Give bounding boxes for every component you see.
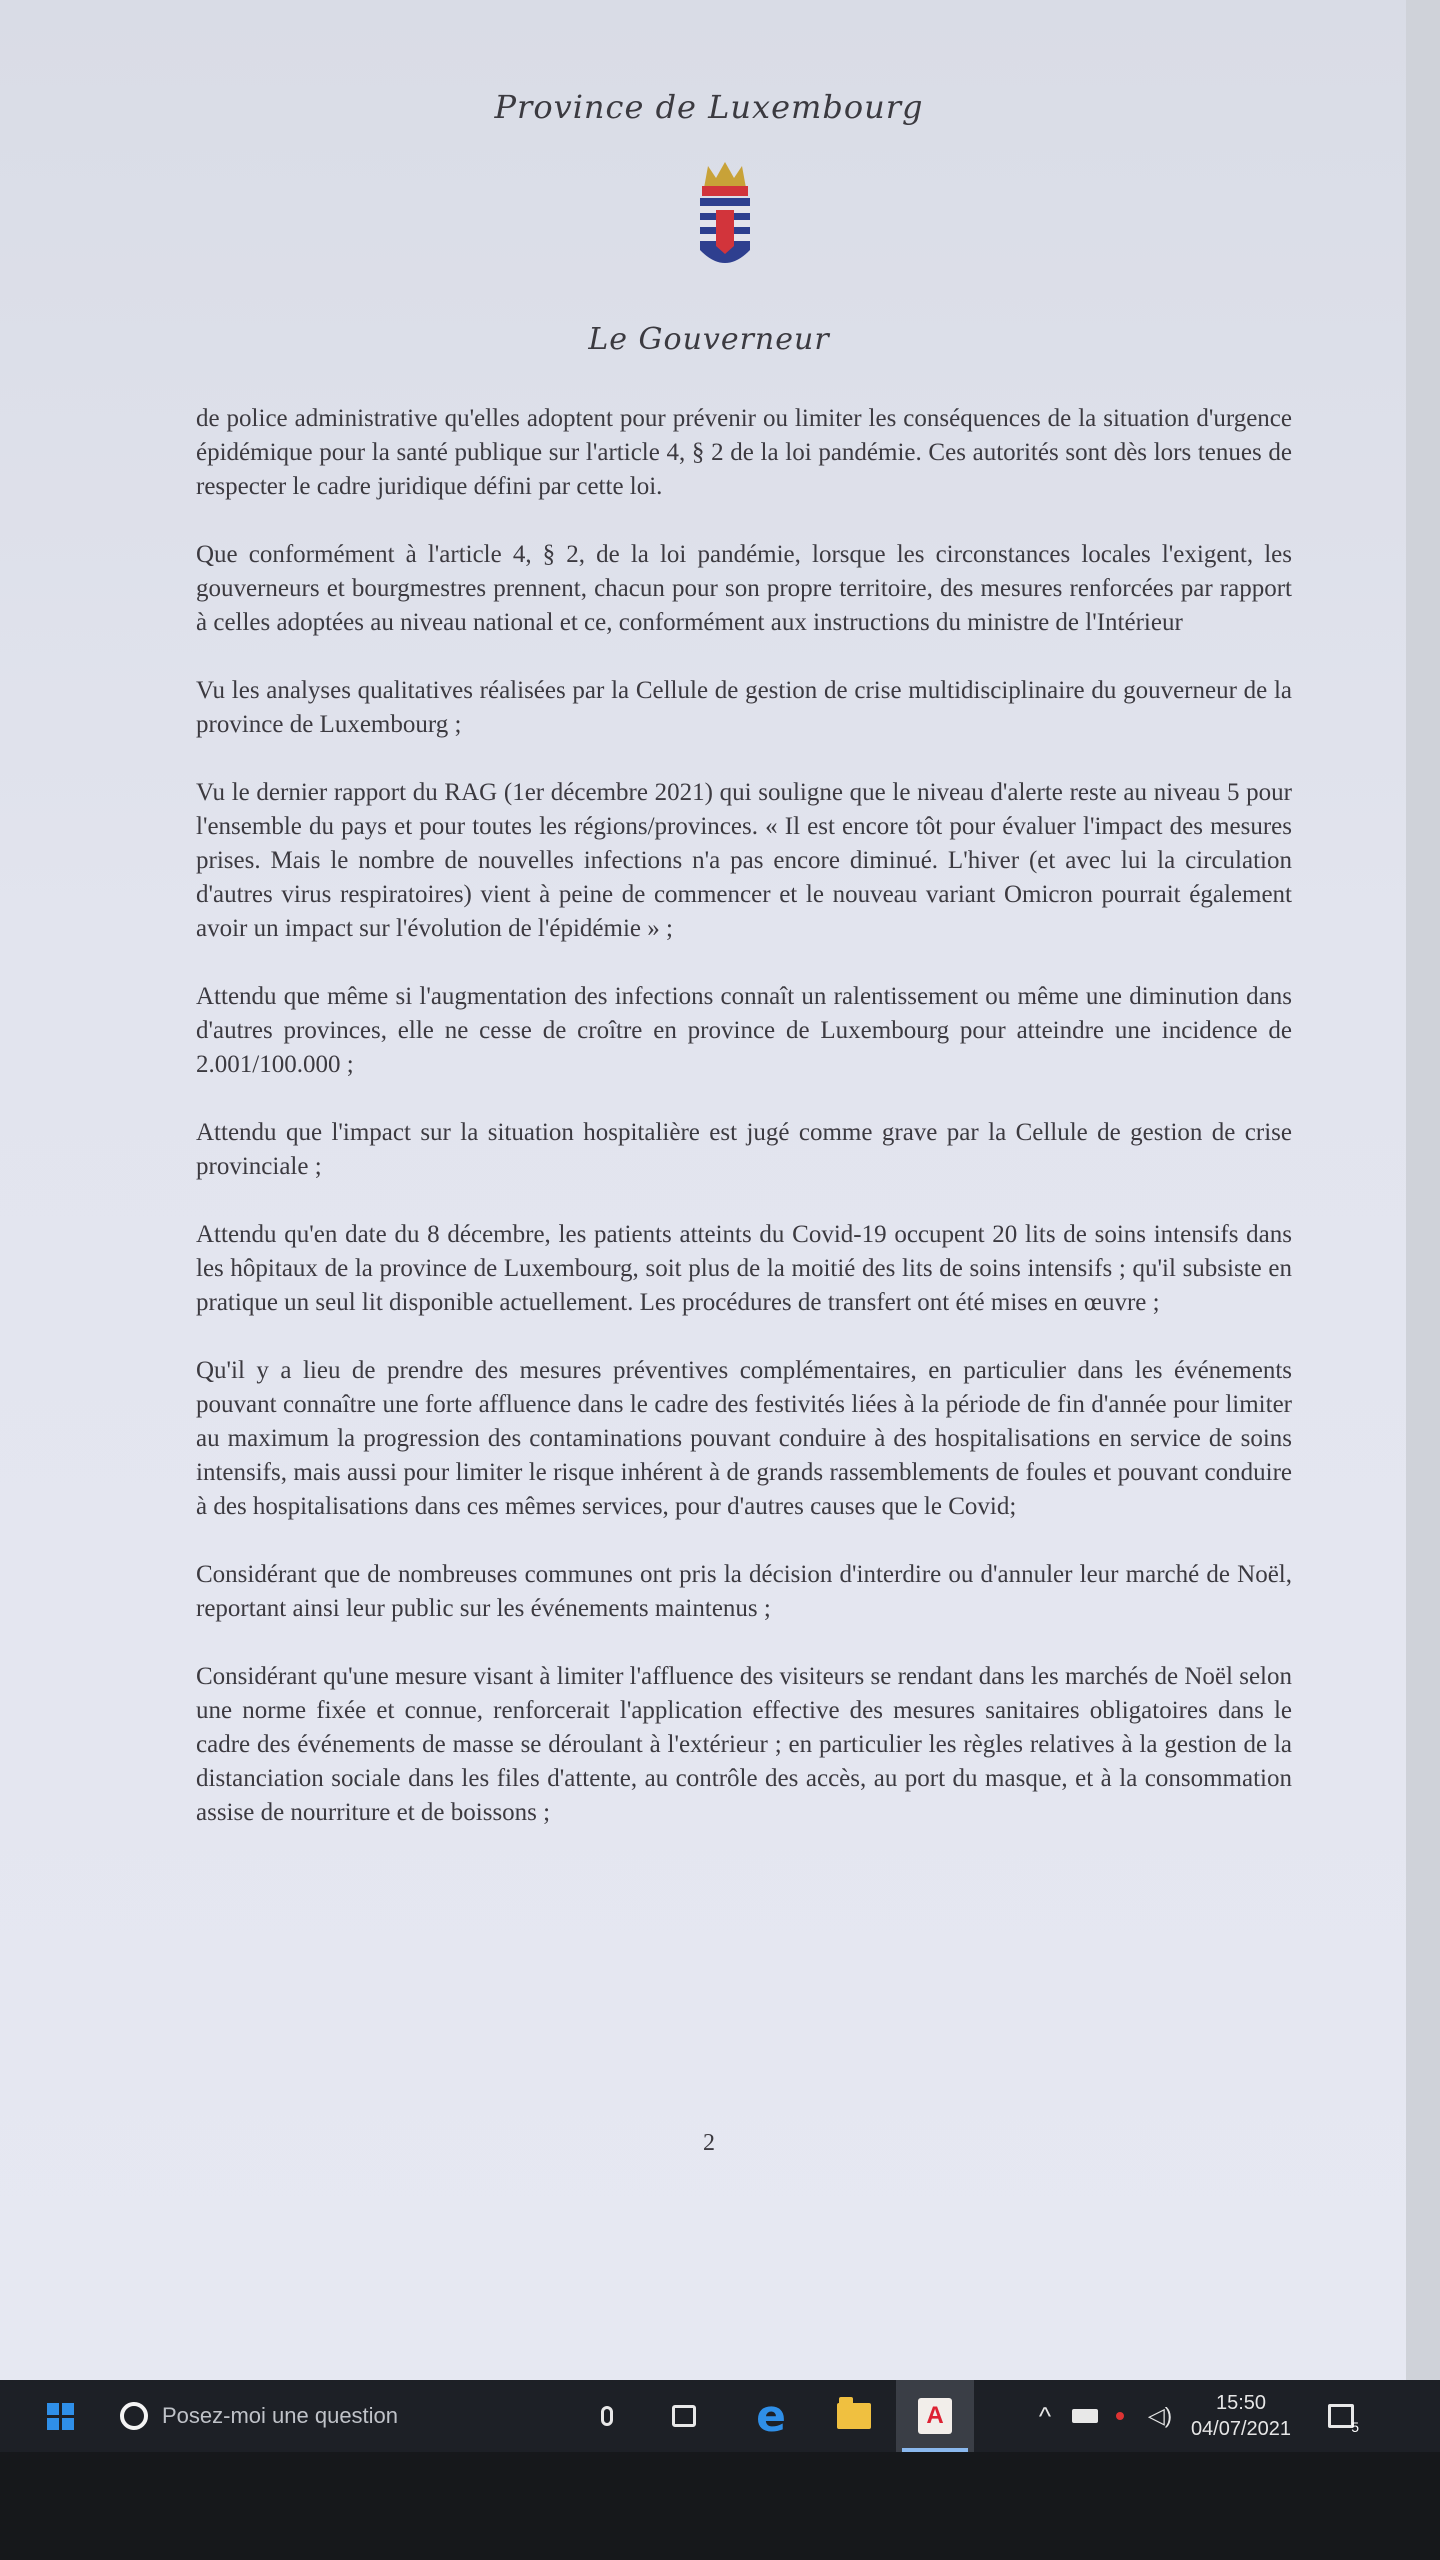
coat-of-arms-icon xyxy=(694,158,756,278)
notification-count: 5 xyxy=(1351,2419,1359,2435)
clock-date: 04/07/2021 xyxy=(1190,2418,1292,2440)
microphone-button[interactable] xyxy=(592,2380,622,2452)
paragraph: Que conformément à l'article 4, § 2, de la loi pandémie, lorsque les circonstances locales l'exigent, les gouverneurs et bourgmestres prennent, chacun pour son propre territoire, des mesures renforcées par rapport à celles adoptées au niveau national et ce, conformément aux instructions du ministre de l'Intérieur xyxy=(196,541,1292,636)
governor-title: Le Gouverneur xyxy=(588,322,830,357)
paragraph: Attendu que même si l'augmentation des infections connaît un ralentissement ou même une diminution dans d'autres provinces, elle ne cesse de croître en province de Luxembourg pour atteindre une incidence de 2.001/100.000 ; xyxy=(196,983,1292,1078)
start-button[interactable] xyxy=(40,2380,80,2452)
task-view-button[interactable] xyxy=(664,2380,704,2452)
paragraph: Attendu qu'en date du 8 décembre, les patients atteints du Covid-19 occupent 20 lits de soins intensifs dans les hôpitaux de la province de Luxembourg, soit plus de la moitié des lits de soins intensifs ; qu'il subsiste en pratique un seul lit disponible actuellement. Les procédures de transfert ont été mises en œuvre ; xyxy=(196,1221,1292,1316)
task-view-icon xyxy=(672,2405,696,2427)
file-explorer-icon xyxy=(837,2403,871,2429)
battery-icon xyxy=(1072,2409,1098,2423)
acrobat-button[interactable] xyxy=(896,2380,974,2452)
clock[interactable] xyxy=(1186,2380,1296,2452)
document-page xyxy=(14,0,1404,2380)
taskbar xyxy=(0,2380,1440,2452)
action-center-button[interactable] xyxy=(1316,2380,1366,2452)
edge-icon[interactable]: e xyxy=(756,2390,786,2442)
paragraph: de police administrative qu'elles adoptent pour prévenir ou limiter les conséquences de la situation d'urgence épidémique pour la santé publique sur l'article 4, § 2 de la loi pandémie. Ces autorités sont dès lors tenues de respecter le cadre juridique défini par cette loi. xyxy=(196,405,1292,500)
screen-edge xyxy=(1406,0,1440,2380)
notification-icon xyxy=(1328,2404,1359,2435)
show-hidden-icons-chevron[interactable]: ^ xyxy=(1038,2400,1052,2431)
clock-time: 15:50 xyxy=(1215,2392,1267,2414)
paragraph: Vu le dernier rapport du RAG (1er décembre 2021) qui souligne que le niveau d'alerte reste au niveau 5 pour l'ensemble du pays et pour toutes les régions/provinces. « Il est encore tôt pour évaluer l'impact des mesures prises. Mais le nombre de nouvelles infections n'a pas encore diminué. L'hiver (et avec lui la circulation d'autres virus respiratoires) vient à peine de commencer et le nouveau variant Omicron pourrait également avoir un impact sur l'évolution de l'épidémie » ; xyxy=(196,779,1292,942)
paragraph: Attendu que l'impact sur la situation hospitalière est jugé comme grave par la Cellule de gestion de crise provinciale ; xyxy=(196,1119,1292,1180)
battery-button[interactable] xyxy=(1068,2380,1102,2452)
microphone-icon xyxy=(601,2406,613,2426)
paragraph: Qu'il y a lieu de prendre des mesures préventives complémentaires, en particulier dans les événements pouvant connaître une forte affluence dans le cadre des festivités liées à la période de fin d'année pour limiter au maximum la progression des contaminations pouvant conduire à des hospitalisations en service de soins intensifs, mais aussi pour limiter le risque inhérent à de grands rassemblements de foules et pouvant conduire à des hospitalisations dans ces mêmes services, pour d'autres causes que le Covid; xyxy=(196,1357,1292,1520)
network-icon xyxy=(1116,2412,1124,2420)
volume-icon[interactable]: ◁) xyxy=(1147,2403,1173,2428)
document-body xyxy=(196,402,1292,1864)
acrobat-icon: A xyxy=(918,2398,952,2434)
paragraph: Considérant que de nombreuses communes ont pris la décision d'interdire ou d'annuler leur marché de Noël, reportant ainsi leur public sur les événements maintenus ; xyxy=(196,1561,1292,1622)
paragraph: Vu les analyses qualitatives réalisées par la Cellule de gestion de crise multidisciplinaire du gouverneur de la province de Luxembourg ; xyxy=(196,677,1292,738)
page-number: 2 xyxy=(703,2130,715,2156)
cortana-button[interactable] xyxy=(112,2380,156,2452)
cortana-icon xyxy=(120,2402,148,2430)
province-title: Province de Luxembourg xyxy=(494,88,924,126)
paragraph: Considérant qu'une mesure visant à limiter l'affluence des visiteurs se rendant dans les marchés de Noël selon une norme fixée et connue, renforcerait l'application effective des mesures sanitaires obligatoires dans le cadre des événements de masse se déroulant à l'extérieur ; en particulier les règles relatives à la gestion de la distanciation sociale dans les files d'attente, au contrôle des accès, au port du masque, et à la consommation assise de nourriture et de boissons ; xyxy=(196,1663,1292,1826)
file-explorer-button[interactable] xyxy=(832,2380,876,2452)
windows-start-icon xyxy=(47,2403,74,2430)
search-input[interactable]: Posez-moi une question xyxy=(162,2403,399,2428)
network-button[interactable] xyxy=(1108,2380,1132,2452)
